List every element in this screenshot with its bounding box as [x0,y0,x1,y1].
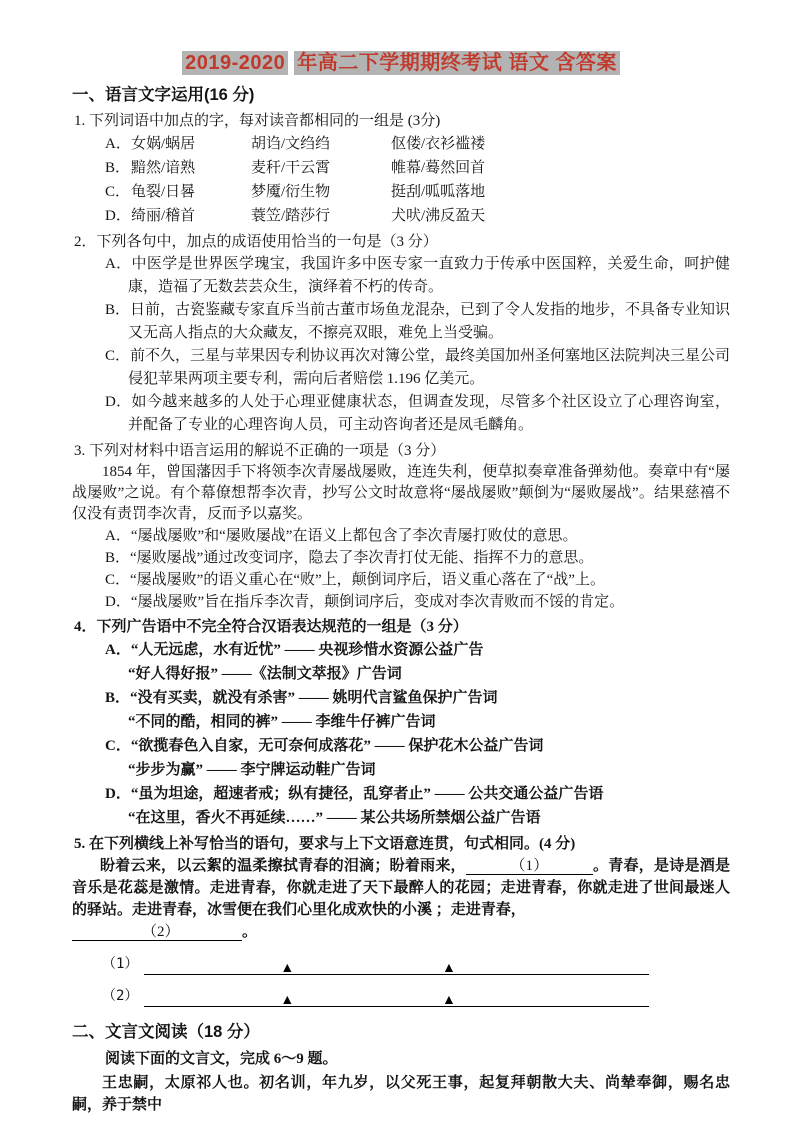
answer-line-1-rule [144,952,649,975]
exam-title-year: 2019-2020 [182,51,288,75]
option-word-pair: 女娲/蜗居 [131,136,196,152]
question-1-stem: 1. 下列词语中加点的字，每对读音都相同的一组是 (3分) [74,113,441,129]
question-5-stem: 5. 在下列横线上补写恰当的语句，要求与上下文语意连贯，句式相同。(4 分) [74,836,576,852]
option-word-pair: 帷幕/蓦然回首 [391,160,486,176]
section-2-instruction: 阅读下面的文言文，完成 6～9 题。 [105,1051,338,1067]
section-2-passage: 王忠嗣，太原祁人也。初名训，年九岁，以父死王事，起复拜朝散大夫、尚辇奉御，赐名忠嗣，养于禁中 [72,1075,730,1113]
question-3-option-d: D．“屡战屡败”旨在指斥李次青，颠倒词序后，变成对李次青败而不馁的肯定。 [105,594,625,610]
question-5-text-segment: 盼着云来，以云絮的温柔擦拭青春的泪滴；盼着雨来， [100,858,466,874]
answer-marker-icon: ▲ [280,961,295,976]
question-4-option-d-line-2: “在这里，香火不再延续……” —— 某公共场所禁烟公益广告语 [128,810,541,826]
question-4-option-b-line-2: “不同的酷，相同的裤” —— 李维牛仔裤广告词 [128,714,436,730]
question-3-option-c: C．“屡战屡败”的语义重心在“败”上，颠倒词序后，语义重心落在了“战”上。 [105,572,605,588]
answer-line-2 [102,983,730,1007]
answer-line-2-rule [144,984,649,1007]
question-4-option-b-line-1: B．“没有买卖，就没有杀害” —— 姚明代言鲨鱼保护广告词 [105,690,498,706]
question-1-option-row-d [105,204,730,228]
section-1-heading: 一、语言文字运用(16 分) [72,86,255,104]
question-4-option-a-line-1: A．“人无远虑，水有近忧” —— 央视珍惜水资源公益广告 [105,642,484,658]
question-3-stem: 3. 下列对材料中语言运用的解说不正确的一项是（3 分） [74,443,446,459]
option-word-pair: 绮丽/稽首 [131,208,196,224]
option-word-pair: 犬吠/沸反盈天 [391,208,486,224]
answer-marker-icon: ▲ [441,961,456,976]
fill-in-blank-2: （2） [72,924,242,941]
answer-marker-icon: ▲ [280,993,295,1008]
exam-title-text: 年高二下学期期终考试 语文 含答案 [294,51,620,75]
option-label: B． [105,160,131,176]
option-word-pair: 黯然/谙熟 [131,160,196,176]
question-3-option-b: B．“屡败屡战”通过改变词序，隐去了李次青打仗无能、指挥不力的意思。 [105,550,594,566]
section-divider-gap [72,1007,730,1015]
question-1-option-row-c [105,180,730,204]
option-label: A． [105,136,131,152]
option-label: C． [105,184,131,200]
answer-line-1 [102,951,730,975]
question-5-passage [72,855,730,943]
option-word-pair: 蓑笠/踏莎行 [251,208,331,224]
option-word-pair: 伛偻/衣衫褴褛 [391,136,486,152]
question-2-stem: 2．下列各句中，加点的成语使用恰当的一句是（3 分） [74,234,438,250]
question-5-text-segment: 。 [242,924,258,940]
question-1-option-row-a [105,132,730,156]
question-3-passage: 1854 年，曾国藩因手下将领李次青屡战屡败，连连失利，便草拟奏章准备弹劾他。奏章中有“屡战屡败”之说。有个幕僚想帮李次青，抄写公文时故意将“屡战屡败”颠倒为“屡败屡战”。结果慈禧不仅没有责罚李次青，反而予以嘉奖。 [72,464,730,522]
question-2-option-a: A．中医学是世界医学瑰宝，我国许多中医专家一直致力于传承中医国粹，关爱生命，呵护健康，造福了无数芸芸众生，演绎着不朽的传奇。 [105,256,730,295]
question-5-text-segment: 。青春，是诗是酒是音乐是花蕊是激情。走进青春，你就走进了天下最醉人的花园；走进青春，你就走进了世间最迷人的驿站。走进青春，冰雪便在我们心里化成欢快的小溪 ；走进青春， [72,858,730,918]
option-label: D． [105,208,131,224]
question-4-stem: 4．下列广告语中不完全符合汉语表达规范的一组是（3 分） [74,619,468,635]
question-1-option-row-b [105,156,730,180]
option-word-pair: 龟裂/日晷 [131,184,196,200]
question-4-option-c-line-1: C．“欲揽春色入自家，无可奈何成落花” —— 保护花木公益广告词 [105,738,544,754]
option-word-pair: 麦秆/干云霄 [251,160,331,176]
question-4-option-a-line-2: “好人得好报” ——《法制文萃报》广告词 [128,666,402,682]
exam-title [72,50,730,76]
question-2-option-b: B．日前，古瓷鉴藏专家直斥当前古董市场鱼龙混杂，已到了令人发指的地步，不具备专业知识又无高人指点的大众藏友，不擦亮双眼，难免上当受骗。 [105,302,731,341]
question-3-option-a: A．“屡战屡败”和“屡败屡战”在语义上都包含了李次青屡打败仗的意思。 [105,528,578,544]
question-4-option-c-line-2: “步步为赢” —— 李宁牌运动鞋广告词 [128,762,376,778]
question-2-option-d: D．如今越来越多的人处于心理亚健康状态，但调查发现，尽管多个社区设立了心理咨询室，并配备了专业的心理咨询人员，可主动咨询者还是凤毛麟角。 [105,394,730,433]
question-4-option-d-line-1: D．“虽为坦途，超速者戒；纵有捷径，乱穿者止” —— 公共交通公益广告语 [105,786,604,802]
answer-line-1-label: （1） [102,956,139,972]
answer-line-2-label: （2） [102,988,139,1004]
question-2-option-c: C．前不久，三星与苹果因专利协议再次对簿公堂，最终美国加州圣何塞地区法院判决三星公司侵犯苹果两项主要专利，需向后者赔偿 1.196 亿美元。 [105,348,731,387]
section-2-heading: 二、文言文阅读（18 分） [72,1023,260,1041]
fill-in-blank-1: （1） [466,858,593,875]
option-word-pair: 梦魇/衍生物 [251,184,331,200]
answer-marker-icon: ▲ [441,993,456,1008]
option-word-pair: 胡诌/文绉绉 [251,136,331,152]
option-word-pair: 挺刮/呱呱落地 [391,184,486,200]
